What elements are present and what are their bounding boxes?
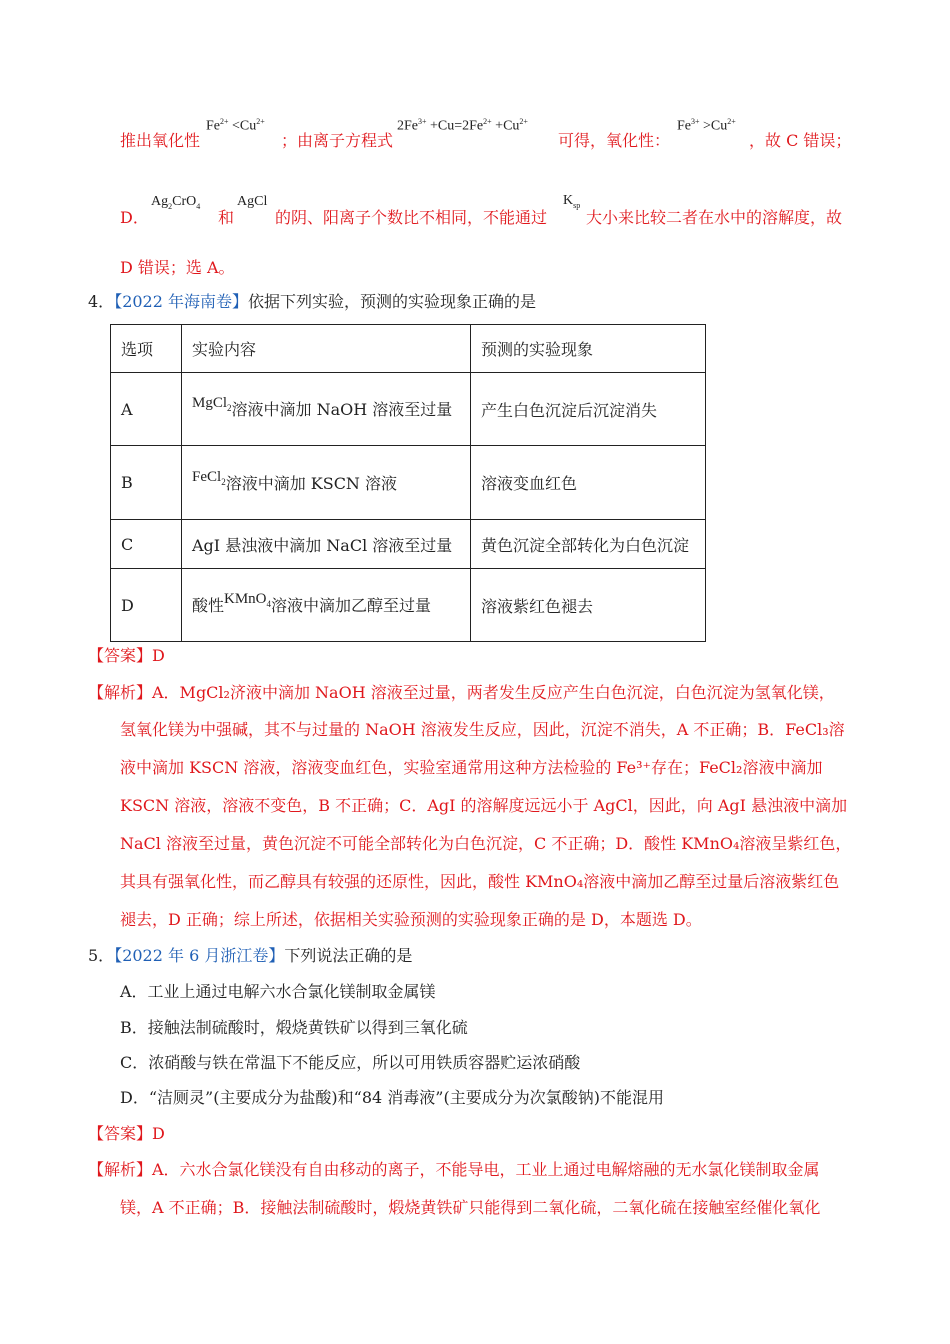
q3-line2-text-a: D． [120,208,149,227]
q4-source: 【2022 年海南卷】 [114,292,248,311]
q4-analysis-line: 液中滴加 KSCN 溶液，溶液变血红色，实验室通常用这种方法检验的 Fe³⁺存在；FeCl₂溶液中滴加 [120,758,823,777]
q3-line2-text-c: 的阴、阳离子个数比不相同，不能通过 [275,208,548,227]
formula-ionic-equation: $2Fe^{3+} +Cu=2Fe^{2+} +Cu^{2+}$ [397,117,528,134]
content-cell: FeCl$_2$溶液中滴加 KSCN 溶液 [182,446,471,520]
table-header-row [111,325,706,373]
q5-option-a: A．工业上通过电解六水合氯化镁制取金属镁 [120,982,436,1001]
q4-analysis-line: 其具有强氧化性，而乙醇具有较强的还原性，因此，酸性 KMnO₄溶液中滴加乙醇至过量后溶液紫红色 [120,872,840,891]
q4-heading [88,292,536,312]
content-cell: MgCl$_2$溶液中滴加 NaOH 溶液至过量 [182,373,471,446]
q5-heading [88,946,412,966]
q3-line1-text-a: 推出氧化性 [120,131,201,150]
q5-source: 【2022 年 6 月浙江卷】 [114,946,285,965]
table-row [111,569,706,642]
q3-line1-text-b: ；由离子方程式 [281,131,394,150]
option-cell: B [111,446,182,520]
q4-analysis-line: 氢氧化镁为中强碱，其不与过量的 NaOH 溶液发生反应，因此，沉淀不消失，A 不正确；B．FeCl₃溶 [120,720,845,739]
experiment-table [110,324,706,642]
q5-stem: 下列说法正确的是 [284,946,413,965]
q5-analysis-line: 镁，A 不正确；B．接触法制硫酸时，煅烧黄铁矿只能得到二氧化硫，二氧化硫在接触室经催化氧化 [120,1198,821,1217]
q3-line2-text-d: 大小来比较二者在水中的溶解度，故 [586,208,843,227]
formula-fe-cu-oxidation: $Fe^{2+} <Cu^{2+}$ [206,117,265,134]
q4-analysis-line: 褪去，D 正确；综上所述，依据相关实验预测的实验现象正确的是 D，本题选 D。 [120,910,702,929]
q4-analysis-label: 【解析】 [88,683,153,702]
table-header: 选项 [111,325,182,373]
q5-analysis-label: 【解析】 [88,1160,153,1179]
table-row [111,373,706,446]
q5-option-b: B．接触法制硫酸时，煅烧黄铁矿以得到三氧化硫 [120,1018,468,1037]
formula-ag2cro4: $Ag_2CrO_4$ [151,194,201,211]
option-cell: A [111,373,182,446]
q3-line1-text-d: ，故 C 错误； [749,131,852,150]
q5-number: 5． [88,946,115,965]
formula-mgcl2: MgCl$_2$ [192,395,232,413]
formula-agcl: AgCl [237,194,268,209]
result-cell: 黄色沉淀全部转化为白色沉淀 [471,520,706,569]
q4-stem: 依据下列实验，预测的实验现象正确的是 [248,292,537,311]
option-cell: D [111,569,182,642]
formula-fecl2: FeCl$_2$ [192,468,226,487]
q3-line3: D 错误；选 A。 [120,258,235,277]
formula-fe3-cu: $Fe^{3+} >Cu^{2+}$ [677,117,736,134]
content-cell: 酸性KMnO$_4$溶液中滴加乙醇至过量 [182,569,471,642]
result-cell: 产生白色沉淀后沉淀消失 [471,373,706,446]
q5-option-d: D．“洁厕灵”(主要成分为盐酸)和“84 消毒液”(主要成分为次氯酸钠)不能混用 [120,1088,664,1107]
q5-analysis-line: A．六水合氯化镁没有自由移动的离子，不能导电，工业上通过电解熔融的无水氯化镁制取金属 [152,1160,820,1179]
option-cell: C [111,520,182,569]
formula-ksp: $K_{sp}$ [563,193,581,210]
formula-kmno4: KMnO$_4$ [224,591,272,609]
q5-option-c: C．浓硝酸与铁在常温下不能反应，所以可用铁质容器贮运浓硝酸 [120,1053,581,1072]
content-cell: AgI 悬浊液中滴加 NaCl 溶液至过量 [182,520,471,569]
result-cell: 溶液紫红色褪去 [471,569,706,642]
table-row [111,520,706,569]
q4-analysis-line: A．MgCl₂济液中滴加 NaOH 溶液至过量，两者发生反应产生白色沉淀，白色沉淀为氢氧化镁， [152,683,835,702]
q3-line2-text-b: 和 [218,208,235,227]
table-header: 预测的实验现象 [471,325,706,373]
q4-analysis-line: NaCl 溶液至过量，黄色沉淀不可能全部转化为白色沉淀，C 不正确；D．酸性 KMnO₄溶液呈紫红色， [120,834,852,853]
q5-answer: 【答案】D [88,1124,165,1143]
q3-line1-text-c: 可得，氧化性： [558,131,671,150]
table-header: 实验内容 [182,325,471,373]
q4-analysis-line: KSCN 溶液，溶液不变色，B 不正确；C．AgI 的溶解度远远小于 AgCl，因此，向 AgI 悬浊液中滴加 [120,796,848,815]
result-cell: 溶液变血红色 [471,446,706,520]
q4-answer: 【答案】D [88,646,165,665]
q4-number: 4． [88,292,115,311]
table-row [111,446,706,520]
